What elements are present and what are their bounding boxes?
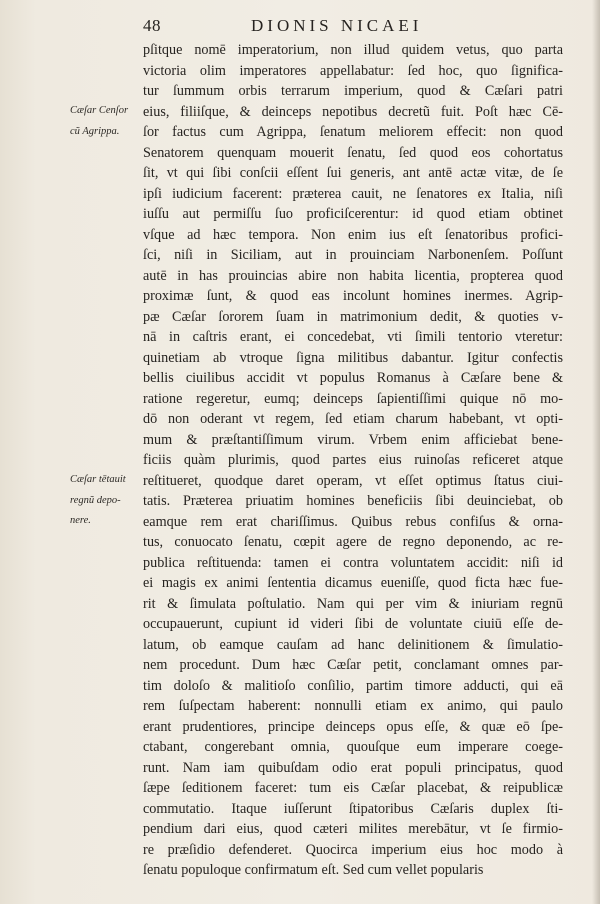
text-line: Senatorem quenquam mouerit ſenatu, ſed quod eos cohortatus — [143, 144, 563, 161]
text-line: reſtitueret, quodque daret operam, vt eſſet optimus ſtatus ciui- — [143, 472, 563, 489]
text-line: tus, conuocato ſenatu, cœpit agere de regno deponendo, ac re- — [143, 534, 563, 550]
text-line: pæ Cæſar ſororem ſuam in matrimonium dedit, & quoties v- — [143, 308, 563, 325]
text-line: tur ſummum orbis terrarum imperium, quod & Cæſari patri — [143, 83, 563, 99]
text-line: ſor factus cum Agrippa, ſenatum meliorem effecit: non quod — [143, 124, 563, 140]
page-number: 48 — [143, 16, 161, 35]
text-line: latum, ob eamque cauſam ad hanc delinitionem & ſimulatio- — [143, 636, 563, 653]
text-line: rit & ſimulata poſtulatio. Nam qui per vim & iniuriam regnū — [143, 595, 563, 612]
page-header — [143, 16, 563, 40]
text-line: runt. Nam iam quibuſdam odio erat populi principatus, quod — [143, 759, 563, 776]
margin-note-line: Cæſar Cenſor — [70, 105, 129, 116]
body-text — [143, 40, 563, 881]
text-line: eius, filiiſque, & deinceps nepotibus decretũ fuit. Poſt hæc Cē- — [143, 103, 563, 120]
text-line: victoria olim imperatores appellabatur: ſed hoc, quo ſignifica- — [143, 62, 563, 79]
text-line: ipſi iudicium facerent: præterea cauit, ne ſenatores ex Italia, niſi — [143, 185, 563, 202]
text-line: autē in has prouincias abire non habita licentia, propterea quod — [143, 267, 563, 284]
text-line: vſque ad hæc tempora. Non enim ius eſt ſenatoribus profici- — [143, 226, 563, 243]
text-line: commutatio. Itaque iuſſerunt ſtipatoribus Cæſaris duplex ſti- — [143, 800, 563, 817]
text-line: bellis ciuilibus accidit vt populus Romanus à Cæſare bene & — [143, 370, 563, 386]
text-line: ſci, niſi in Siciliam, aut in prouinciam Narbonenſem. Poſſunt — [143, 247, 563, 263]
margin-note-line: nere. — [70, 515, 91, 526]
text-line: quinetiam ab vtroque ſigna militibus dabantur. Igitur confectis — [143, 349, 563, 366]
margin-note-line: regnũ depo- — [70, 494, 121, 506]
text-line: rem ſuſpectam haberent: nonnulli etiam ex animo, qui paulo — [143, 698, 563, 714]
text-line: ſit, vt qui ſibi conſcii eſſent ſui generis, ant antē actæ vitæ, de ſe — [143, 165, 563, 181]
text-line: occupauerunt, cupiunt id videri ſibi de voluntate ciuiū eſſe de- — [143, 616, 563, 632]
gutter-shadow — [592, 0, 600, 904]
text-line: nem procedunt. Dum hæc Cæſar petit, conclamant omnes par- — [143, 657, 563, 673]
text-line: ratione regeretur, eumq; deinceps ſapientiſſimi quique nō mo- — [143, 390, 563, 407]
text-line: tim doloſo & malitioſo conſilio, partim timore adducti, qui eā — [143, 677, 563, 694]
text-line: erant prudentiores, principe deinceps opus eſſe, & quæ eō ſpe- — [143, 718, 563, 735]
text-line: tatis. Præterea priuatim homines beneficiis ſibi deuinciebat, ob — [143, 493, 563, 509]
text-line: ſenatu populoque confirmatum eſt. Sed cum vellet popularis — [143, 862, 484, 878]
text-line: ſæpe ſeditionem faceret: tum eis Cæſar placebat, & reipublicæ — [143, 780, 563, 796]
margin-note-regnum — [70, 470, 142, 532]
text-line: ctabant, congerebant omnia, quouſque eum imperare coege- — [143, 739, 563, 755]
text-line: publica reſtituenda: tamen ei contra voluntatem accidit: niſi id — [143, 554, 563, 571]
text-line: pſitque nomē imperatorium, non illud quidem vetus, quo parta — [143, 42, 563, 58]
text-line: ficiis quàm plurimis, quod partes eius ruinoſas reficeret atque — [143, 452, 563, 468]
text-line: mum & præſtantiſſimum virum. Vrbem enim afficiebat bene- — [143, 431, 563, 448]
running-title: DIONIS NICAEI — [251, 16, 423, 35]
text-line: dō non oderant vt regem, ſed etiam charum habebant, vt opti- — [143, 411, 563, 427]
text-line: proximæ ſunt, & quod eas incolunt homines inermes. Agrip- — [143, 288, 563, 304]
margin-note-censor — [70, 101, 142, 142]
margin-note-line: cũ Agrippa. — [70, 125, 120, 137]
text-line: re præſidio defenderet. Quocirca imperium eius hoc modo à — [143, 841, 563, 858]
text-line: pendium dari eius, quod cæteri milites merebātur, vt ſe firmio- — [143, 821, 563, 837]
text-line: eamque rem erat chariſſimus. Quibus rebus confiſus & orna- — [143, 513, 563, 530]
margin-note-line: Cæſar tētauit — [70, 474, 126, 485]
text-line: nā in caſtris erant, ei concedebat, vti ſimili tentorio vteretur: — [143, 329, 563, 345]
text-line: ei magis ex animi ſententia dicamus eueniſſe, quod ficta hæc fue- — [143, 575, 563, 591]
text-line: iuſſu aut permiſſu ſuo proficiſcerentur: id quod etiam obtinet — [143, 206, 563, 222]
